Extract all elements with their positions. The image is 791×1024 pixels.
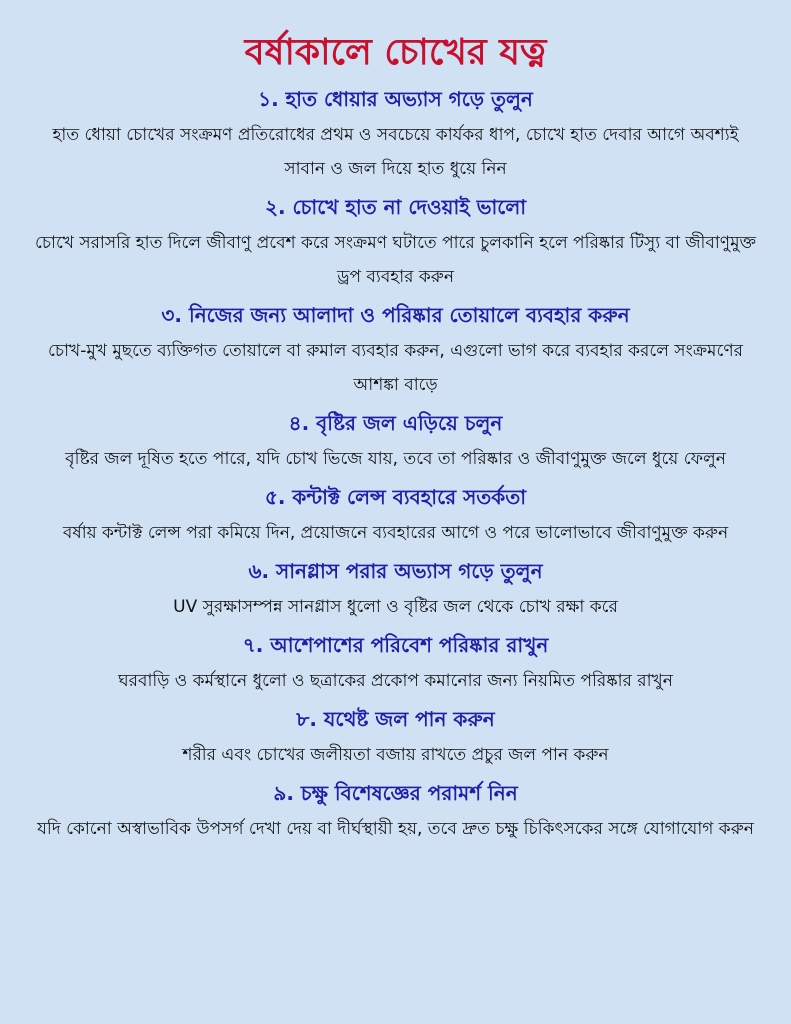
tip-heading: ৮. যথেষ্ট জল পান করুন <box>296 707 495 731</box>
tip-3 <box>30 300 761 402</box>
tip-body: বৃষ্টির জল দূষিত হতে পারে, যদি চোখ ভিজে যায়, তবে তা পরিষ্কার ও জীবাণুমুক্ত জলে ধুয়ে ফেলুন <box>65 449 726 469</box>
tip-body: চোখ-মুখ মুছতে ব্যক্তিগত তোয়ালে বা রুমাল ব্যবহার করুন, এগুলো ভাগ করে ব্যবহার করলে সংক্রমণের আশঙ্কা বাড়ে <box>48 341 743 395</box>
tip-body: ঘরবাড়ি ও কর্মস্থানে ধুলো ও ছত্রাকের প্রকোপ কমানোর জন্য নিয়মিত পরিষ্কার রাখুন <box>118 671 673 691</box>
tip-5 <box>30 482 761 550</box>
tip-heading: ২. চোখে হাত না দেওয়াই ভালো <box>264 195 527 219</box>
tip-1 <box>30 84 761 186</box>
tip-8 <box>30 704 761 772</box>
tip-body: চোখে সরাসরি হাত দিলে জীবাণু প্রবেশ করে সংক্রমণ ঘটাতে পারে চুলকানি হলে পরিষ্কার টিস্যু বা জীবাণুমুক্ত ড্রপ ব্যবহার করুন <box>34 233 757 287</box>
tip-body: বর্ষায় কন্টাক্ট লেন্স পরা কমিয়ে দিন, প্রয়োজনে ব্যবহারের আগে ও পরে ভালোভাবে জীবাণুমুক্ত করুন <box>62 523 729 543</box>
tip-6 <box>30 556 761 624</box>
tip-heading: ৩. নিজের জন্য আলাদা ও পরিষ্কার তোয়ালে ব্যবহার করুন <box>161 303 630 327</box>
tip-2 <box>30 192 761 294</box>
tip-9 <box>30 778 761 846</box>
tip-body: UV সুরক্ষাসম্পন্ন সানগ্লাস ধুলো ও বৃষ্টির জল থেকে চোখ রক্ষা করে <box>173 597 618 617</box>
tip-body: যদি কোনো অস্বাভাবিক উপসর্গ দেখা দেয় বা দীর্ঘস্থায়ী হয়, তবে দ্রুত চক্ষু চিকিৎসকের সঙ্গে যোগাযোগ করুন <box>37 819 754 839</box>
tip-heading: ৭. আশেপাশের পরিবেশ পরিষ্কার রাখুন <box>242 633 549 657</box>
tip-4 <box>30 408 761 476</box>
page-title: বর্ষাকালে চোখের যত্ন <box>244 32 547 73</box>
tip-heading: ৫. কন্টাক্ট লেন্স ব্যবহারে সতর্কতা <box>264 485 527 509</box>
tip-body: হাত ধোয়া চোখের সংক্রমণ প্রতিরোধের প্রথম ও সবচেয়ে কার্যকর ধাপ, চোখে হাত দেবার আগে অবশ্যই সাবান ও জল দিয়ে হাত ধুয়ে নিন <box>52 125 739 179</box>
tip-heading: ১. হাত ধোয়ার অভ্যাস গড়ে তুলুন <box>258 87 533 111</box>
tip-heading: ৯. চক্ষু বিশেষজ্ঞের পরামর্শ নিন <box>273 781 518 805</box>
tip-body: শরীর এবং চোখের জলীয়তা বজায় রাখতে প্রচুর জল পান করুন <box>182 745 609 765</box>
tip-heading: ৪. বৃষ্টির জল এড়িয়ে চলুন <box>288 411 503 435</box>
tip-7 <box>30 630 761 698</box>
tip-heading: ৬. সানগ্লাস পরার অভ্যাস গড়ে তুলুন <box>248 559 543 583</box>
